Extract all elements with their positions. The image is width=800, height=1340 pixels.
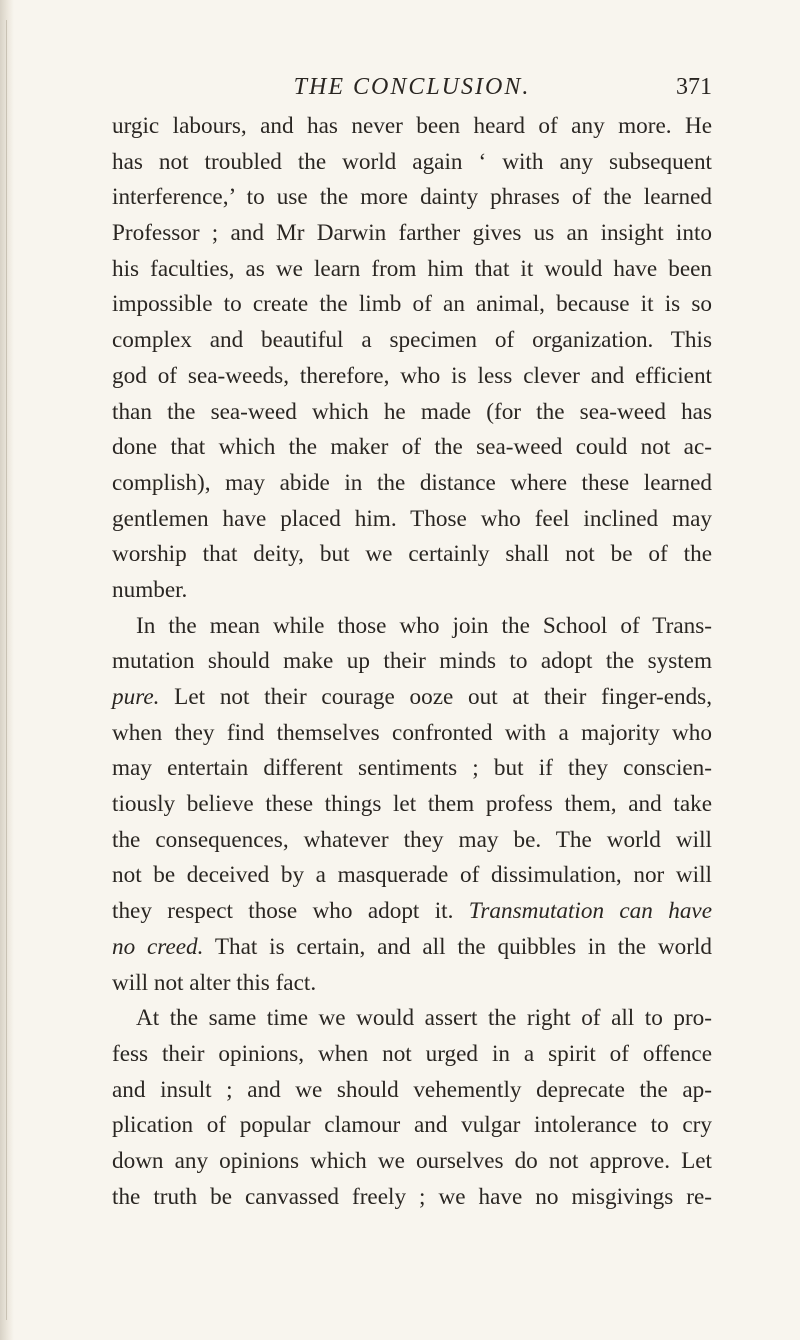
paragraph-end-line: will not alter this fact. (112, 969, 317, 996)
text-line: urgic labours, and has never been heard of any more. He (112, 113, 712, 139)
text-line (112, 680, 712, 716)
text-line: may entertain different sentiments ; but if they conscien- (112, 755, 712, 782)
line-text-after-italic: Let not their courage ooze out at their finger-ends, (159, 684, 712, 710)
page-number: 371 (676, 74, 712, 100)
text-line (112, 894, 712, 930)
paragraph-start-line: In the mean while those who join the School of Trans- (136, 612, 712, 639)
paragraph-end-line: number. (112, 576, 188, 603)
text-line: when they find themselves confronted with a majority who (112, 719, 712, 746)
running-header (112, 74, 712, 108)
text-line: Professor ; and Mr Darwin farther gives us an insight into (112, 220, 712, 247)
text-line: god of sea-weeds, therefore, who is less clever and efficient (112, 362, 712, 389)
text-line: worship that deity, but we certainly shall not be of the (112, 541, 712, 568)
text-line: complex and beautiful a specimen of organization. This (112, 327, 712, 354)
text-line: the truth be canvassed freely ; we have no misgivings re- (112, 1183, 712, 1210)
text-line: impossible to create the limb of an animal, because it is so (112, 291, 712, 318)
italic-emphasis: no creed. (112, 933, 204, 960)
text-line: gentlemen have placed him. Those who feel inclined may (112, 505, 712, 532)
text-line: has not troubled the world again ‘ with any subsequent (112, 148, 712, 175)
text-line: complish), may abide in the distance where these learned (112, 469, 712, 496)
body-text (112, 109, 712, 1215)
text-line (112, 930, 712, 966)
text-line: done that which the maker of the sea-weed could not ac- (112, 434, 712, 461)
text-line: not be deceived by a masquerade of dissimulation, nor will (112, 862, 712, 889)
line-text-after-italic: That is certain, and all the quibbles in the world (203, 933, 712, 960)
gutter-edge-line (6, 20, 7, 1320)
paragraph-start-line: At the same time we would assert the right of all to pro- (136, 1005, 712, 1032)
text-line: mutation should make up their minds to adopt the system (112, 648, 712, 675)
text-line: and insult ; and we should vehemently deprecate the ap- (112, 1076, 712, 1103)
text-line: tiously believe these things let them profess them, and take (112, 791, 712, 818)
page-gutter-shadow (0, 0, 14, 1340)
text-line: plication of popular clamour and vulgar intolerance to cry (112, 1112, 712, 1139)
text-line: down any opinions which we ourselves do not approve. Let (112, 1147, 712, 1174)
text-line: than the sea-weed which he made (for the sea-weed has (112, 398, 712, 425)
text-line: his faculties, as we learn from him that it would have been (112, 255, 712, 282)
italic-emphasis: pure. (112, 684, 160, 710)
running-title: THE CONCLUSION. (293, 74, 531, 100)
italic-emphasis: Transmutation can have (468, 898, 712, 925)
line-text-before-italic: they respect those who adopt it. (112, 898, 469, 925)
text-line: fess their opinions, when not urged in a spirit of offence (112, 1040, 712, 1067)
text-line: the consequences, whatever they may be. The world will (112, 826, 712, 853)
text-line: interference,’ to use the more dainty phrases of the learned (112, 184, 712, 211)
